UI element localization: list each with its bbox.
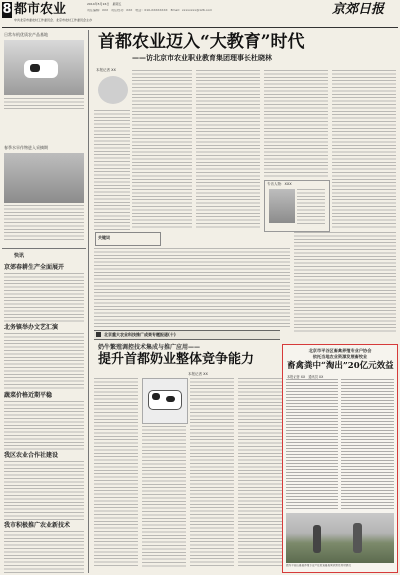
paper-logo: 京郊日报 [332,2,385,17]
highlight-body-col2 [341,379,394,509]
column-divider [88,30,89,573]
keyword-label: 关键词 [98,235,110,240]
byline: 本报记者 XX 通讯员 XX [287,375,324,379]
page-number: 8 [2,2,12,17]
brief-body [4,273,84,323]
highlight-kicker-1: 北京市平谷区畜禽养殖专业户协会 [308,348,372,353]
lead-story [92,30,398,235]
brief-body [4,333,84,391]
lead-subheadline: ——访北京市农业职业教育集团理事长杜晓林 [132,54,272,62]
lead-body-col2 [196,70,260,230]
lead-body-col4 [332,70,396,230]
date-line: 2014年5月16日 星期五 [87,2,122,6]
brief-title: 北务镇举办文艺汇演 [4,324,59,331]
cow-shape [30,64,40,72]
lower-headline: 提升首都奶业整体竞争能力 [98,352,255,367]
photo-box-title: 日常车机优质农产品基地 [4,32,48,37]
editor-line: 责任编辑：XXX 责任校对：XXX 电话：010-XXXXXXXX Email：xxxxxxxx@126.com [87,9,213,12]
brief-body [4,401,84,451]
brief-title: 我区农业合作社建设 [4,452,59,459]
news-briefs-title: 快讯 [14,253,25,259]
photo2-title: 春季水旱作物进入采摘期 [4,145,48,150]
lower-body-col2 [142,426,186,568]
list-item [4,390,84,451]
mic-icon [98,76,128,104]
inset-box [264,180,330,232]
lower-body-col3 [190,378,234,568]
masthead-rule [2,27,398,28]
lower-story [92,330,282,573]
banner-text: 北京重大农业科技推广成果专题报道(十) [104,332,176,337]
brief-title: 我市积极推广农业新技术 [4,522,71,529]
person-shape [353,523,362,553]
left-column [2,30,86,573]
highlight-kicker-2: 依托当地农业资源发展畜牧业 [312,354,368,359]
photo-caption: 图为平谷区畜禽养殖专业户在检查畜禽粪资源化利用情况 [286,564,351,567]
lead-body-right-lower [294,232,396,332]
keyword-box [95,232,161,246]
list-item [4,520,84,573]
masthead-subtitle: 中共北京市委农村工作委员会、北京市农村工作委员会主办 [14,18,93,22]
photo-caption [4,98,84,110]
photo2-caption [4,205,84,241]
section-name: 都市农业 [14,2,67,17]
inset-label: 专访人物：XXX [267,182,292,186]
list-item [4,262,84,323]
lead-body-col0 [94,110,130,230]
highlight-body-col1 [286,379,338,509]
lead-body-lower [94,248,290,328]
brief-title: 京郊春耕生产全面展开 [4,264,65,271]
lower-kicker: 奶牛繁殖调控技术集成与推广应用—— [98,344,201,351]
list-item [4,450,84,521]
person-shape [313,525,321,553]
cow-shape [166,396,175,402]
divider [2,248,86,249]
banner-icon [96,332,101,337]
farm-photo [4,153,84,203]
brief-body [4,531,84,573]
brief-body [4,461,84,521]
list-item [4,322,84,391]
lead-body-col1 [132,70,192,230]
highlight-headline: 畜禽粪中“淘出”20亿元效益 [287,361,394,371]
byline: 本报记者 XX [96,68,116,72]
lead-headline: 首都农业迈入“大教育”时代 [98,32,305,52]
section-banner [94,330,280,340]
cow-shape [152,393,160,400]
lower-body-col4 [238,378,282,568]
lead-body-col3 [264,70,328,178]
lower-body-col1 [94,378,138,568]
byline: 本报记者 XX [188,372,208,376]
highlight-story [282,344,398,573]
portrait-photo [269,189,295,223]
brief-title: 蔬菜价格近期平稳 [4,392,53,399]
highlight-photo [286,513,394,563]
masthead [2,2,398,28]
inset-text [297,189,325,225]
